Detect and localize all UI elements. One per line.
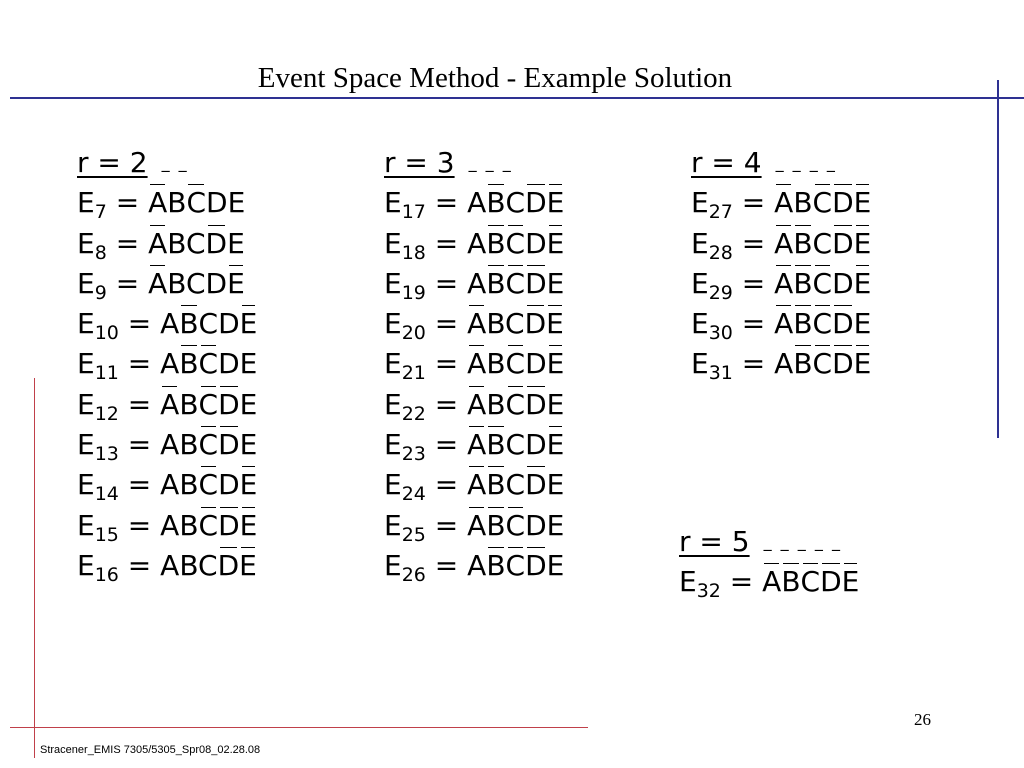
- column-r2: [77, 143, 257, 586]
- event-outcome: [467, 468, 564, 501]
- outcome-letter: C: [506, 385, 526, 425]
- outcome-letter: D: [525, 264, 547, 304]
- outcome-letter: C: [506, 546, 526, 586]
- event-subscript: 26: [401, 563, 426, 586]
- event-label: E: [77, 468, 95, 502]
- event-row: $E_{29}$ = ABCDE: [691, 264, 871, 304]
- outcome-letter: A: [467, 465, 486, 505]
- outcome-letter: C: [506, 264, 526, 304]
- event-row: $E_{31}$ = ABCDE: [691, 344, 871, 384]
- event-subscript: 13: [94, 443, 119, 466]
- outcome-letter: A: [467, 226, 487, 260]
- outcome-letter: A: [467, 304, 486, 344]
- outcome-letter: B: [793, 224, 812, 264]
- event-subscript: 15: [94, 523, 119, 546]
- event-label: E: [691, 226, 709, 260]
- event-subscript: 24: [401, 483, 426, 506]
- outcome-letter: C: [506, 344, 526, 384]
- outcome-letter: D: [205, 266, 228, 300]
- event-outcome: [160, 347, 257, 380]
- outcome-letter: E: [227, 226, 245, 260]
- event-label: E: [384, 307, 402, 341]
- event-subscript: 17: [401, 201, 426, 224]
- event-subscript: 22: [401, 402, 426, 425]
- outcome-letter: B: [167, 266, 186, 300]
- event-row: $E_{26}$ = ABCDE: [384, 546, 564, 586]
- outcome-letter: D: [218, 385, 240, 425]
- outcome-letter: D: [218, 546, 240, 586]
- outcome-letter: E: [239, 347, 258, 381]
- event-subscript: 23: [401, 443, 426, 466]
- outcome-letter: C: [813, 344, 833, 384]
- event-outcome: [160, 428, 257, 461]
- outcome-letter: E: [547, 183, 565, 223]
- event-label: E: [77, 186, 95, 220]
- outcome-letter: B: [486, 347, 506, 381]
- outcome-letter: B: [486, 387, 506, 421]
- event-label: E: [384, 347, 402, 381]
- event-row: $E_{30}$ = ABCDE: [691, 304, 871, 344]
- outcome-letter: E: [227, 264, 245, 304]
- header-complement-bars: _ _ _: [468, 153, 513, 172]
- left-divider: [34, 378, 35, 758]
- outcome-letter: A: [467, 506, 486, 546]
- outcome-letter: B: [167, 226, 186, 260]
- outcome-letter: A: [774, 183, 793, 223]
- outcome-letter: C: [505, 307, 525, 341]
- event-outcome: [160, 549, 257, 582]
- outcome-letter: A: [148, 264, 167, 304]
- outcome-letter: D: [525, 385, 547, 425]
- outcome-letter: B: [781, 562, 800, 602]
- event-label: E: [691, 186, 709, 220]
- outcome-letter: E: [546, 266, 565, 300]
- outcome-letter: E: [239, 387, 258, 421]
- outcome-letter: C: [801, 562, 821, 602]
- event-row: $E_7$ = ABCDE: [77, 183, 257, 223]
- outcome-letter: C: [199, 506, 219, 546]
- event-subscript: 16: [94, 563, 119, 586]
- outcome-letter: B: [179, 428, 199, 462]
- event-subscript: 11: [94, 362, 119, 385]
- outcome-letter: C: [199, 465, 219, 505]
- column-header-label: r = 3: [384, 146, 455, 179]
- event-outcome: [762, 565, 859, 598]
- outcome-letter: A: [774, 304, 793, 344]
- outcome-letter: B: [179, 344, 198, 384]
- event-row: $E_{22}$ = ABCDE: [384, 385, 564, 425]
- event-label: E: [77, 347, 95, 381]
- outcome-letter: C: [813, 304, 833, 344]
- event-outcome: [467, 549, 564, 582]
- outcome-letter: E: [546, 508, 565, 542]
- outcome-letter: B: [486, 307, 506, 341]
- event-row: $E_{16}$ = ABCDE: [77, 546, 257, 586]
- event-outcome: [148, 186, 245, 219]
- event-subscript: 31: [708, 362, 733, 385]
- outcome-letter: E: [854, 344, 872, 384]
- outcome-letter: C: [198, 548, 218, 582]
- outcome-letter: B: [486, 425, 505, 465]
- event-label: E: [691, 266, 709, 300]
- column-header-label: r = 2: [77, 146, 148, 179]
- outcome-letter: D: [525, 347, 547, 381]
- outcome-letter: E: [854, 264, 872, 304]
- event-subscript: 27: [708, 201, 733, 224]
- outcome-letter: B: [179, 548, 199, 582]
- event-subscript: 28: [708, 241, 733, 264]
- outcome-letter: B: [793, 186, 813, 220]
- outcome-letter: C: [505, 428, 526, 462]
- event-subscript: 32: [696, 580, 721, 603]
- outcome-letter: A: [160, 428, 180, 462]
- outcome-letter: E: [546, 548, 565, 582]
- bottom-divider: [10, 727, 588, 728]
- outcome-letter: D: [832, 344, 854, 384]
- outcome-letter: B: [179, 468, 199, 502]
- event-label: E: [384, 428, 402, 462]
- event-row: $E_{11}$ = ABCDE: [77, 344, 257, 384]
- right-divider: [997, 80, 999, 438]
- column-header-label: r = 5: [679, 525, 750, 558]
- outcome-letter: C: [186, 183, 206, 223]
- column-header: [679, 522, 859, 562]
- column-header-label: r = 4: [691, 146, 762, 179]
- outcome-letter: A: [160, 307, 180, 341]
- outcome-letter: D: [218, 307, 240, 341]
- outcome-letter: C: [199, 385, 219, 425]
- event-row: $E_{15}$ = ABCDE: [77, 506, 257, 546]
- event-subscript: 18: [401, 241, 426, 264]
- outcome-letter: B: [486, 546, 505, 586]
- outcome-letter: C: [506, 506, 526, 546]
- event-label: E: [691, 347, 709, 381]
- event-label: E: [77, 266, 95, 300]
- event-label: E: [77, 508, 95, 542]
- event-label: E: [384, 468, 402, 502]
- outcome-letter: A: [160, 347, 180, 381]
- outcome-letter: B: [486, 264, 505, 304]
- outcome-letter: A: [160, 508, 180, 542]
- outcome-letter: E: [547, 425, 565, 465]
- outcome-letter: E: [546, 304, 564, 344]
- event-row: $E_{20}$ = ABCDE: [384, 304, 564, 344]
- event-subscript: 25: [401, 523, 426, 546]
- event-outcome: [148, 267, 245, 300]
- outcome-letter: B: [179, 387, 199, 421]
- outcome-letter: C: [185, 266, 206, 300]
- outcome-letter: A: [467, 385, 486, 425]
- event-row: $E_{23}$ = ABCDE: [384, 425, 564, 465]
- outcome-letter: A: [160, 468, 180, 502]
- event-row: $E_{18}$ = ABCDE: [384, 224, 564, 264]
- outcome-letter: B: [179, 508, 199, 542]
- outcome-letter: E: [240, 465, 258, 505]
- slide-title: Event Space Method - Example Solution: [257, 62, 733, 94]
- outcome-letter: B: [793, 344, 812, 384]
- event-outcome: [148, 227, 245, 260]
- event-outcome: [467, 307, 564, 340]
- event-label: E: [384, 226, 402, 260]
- outcome-letter: D: [525, 183, 547, 223]
- outcome-letter: B: [486, 506, 505, 546]
- outcome-letter: C: [813, 183, 833, 223]
- outcome-letter: D: [206, 186, 228, 220]
- outcome-letter: E: [854, 183, 872, 223]
- outcome-letter: D: [820, 562, 842, 602]
- footer-text: Stracener_EMIS 7305/5305_Spr08_02.28.08: [40, 744, 261, 756]
- outcome-letter: A: [774, 347, 794, 381]
- event-subscript: 30: [708, 322, 733, 345]
- event-label: E: [77, 226, 95, 260]
- event-subscript: 20: [401, 322, 426, 345]
- outcome-letter: E: [240, 506, 258, 546]
- event-row: $E_{32}$ = ABCDE: [679, 562, 859, 602]
- outcome-letter: A: [160, 548, 180, 582]
- outcome-letter: E: [239, 428, 258, 462]
- event-row: $E_{24}$ = ABCDE: [384, 465, 564, 505]
- outcome-letter: D: [832, 224, 854, 264]
- outcome-letter: E: [240, 304, 258, 344]
- outcome-letter: C: [199, 344, 219, 384]
- outcome-letter: D: [832, 304, 854, 344]
- outcome-letter: D: [525, 508, 547, 542]
- event-row: $E_9$ = ABCDE: [77, 264, 257, 304]
- event-outcome: [467, 347, 564, 380]
- outcome-letter: A: [467, 425, 486, 465]
- event-label: E: [679, 565, 697, 599]
- outcome-letter: B: [793, 304, 812, 344]
- outcome-letter: E: [853, 307, 872, 341]
- page-number: 26: [914, 710, 931, 729]
- event-outcome: [467, 428, 564, 461]
- event-label: E: [384, 387, 402, 421]
- event-row: $E_{10}$ = ABCDE: [77, 304, 257, 344]
- outcome-letter: E: [547, 224, 565, 264]
- event-subscript: 7: [94, 201, 107, 224]
- outcome-letter: D: [218, 425, 240, 465]
- event-label: E: [77, 387, 95, 421]
- outcome-letter: D: [832, 183, 854, 223]
- event-outcome: [160, 307, 257, 340]
- outcome-letter: A: [467, 344, 486, 384]
- outcome-letter: A: [774, 264, 793, 304]
- outcome-letter: E: [239, 546, 257, 586]
- event-label: E: [384, 266, 402, 300]
- event-row: $E_{27}$ = ABCDE: [691, 183, 871, 223]
- event-row: $E_{14}$ = ABCDE: [77, 465, 257, 505]
- outcome-letter: A: [148, 183, 167, 223]
- outcome-letter: C: [185, 226, 206, 260]
- column-header: [691, 143, 871, 183]
- outcome-letter: E: [227, 186, 246, 220]
- outcome-letter: A: [467, 186, 487, 220]
- event-subscript: 9: [94, 281, 107, 304]
- column-header: [77, 143, 257, 183]
- event-outcome: [160, 468, 257, 501]
- outcome-letter: E: [854, 224, 872, 264]
- event-outcome: [160, 388, 257, 421]
- event-outcome: [774, 227, 871, 260]
- outcome-letter: A: [160, 385, 179, 425]
- top-divider: [10, 97, 1024, 99]
- event-outcome: [774, 307, 871, 340]
- event-outcome: [160, 509, 257, 542]
- outcome-letter: E: [547, 344, 565, 384]
- outcome-letter: D: [218, 468, 240, 502]
- outcome-letter: D: [206, 224, 228, 264]
- outcome-letter: C: [198, 307, 219, 341]
- event-outcome: [774, 267, 871, 300]
- outcome-letter: E: [546, 468, 565, 502]
- outcome-letter: D: [218, 506, 240, 546]
- outcome-letter: D: [525, 546, 547, 586]
- event-row: $E_{28}$ = ABCDE: [691, 224, 871, 264]
- outcome-letter: B: [486, 224, 505, 264]
- outcome-letter: D: [832, 266, 854, 300]
- outcome-letter: A: [467, 266, 487, 300]
- outcome-letter: D: [525, 226, 547, 260]
- event-outcome: [467, 388, 564, 421]
- event-row: $E_{17}$ = ABCDE: [384, 183, 564, 223]
- event-outcome: [467, 186, 564, 219]
- outcome-letter: B: [793, 264, 812, 304]
- header-complement-bars: _ _ _ _ _: [763, 532, 842, 551]
- event-outcome: [467, 227, 564, 260]
- column-r4: [691, 143, 871, 385]
- outcome-letter: D: [525, 465, 547, 505]
- column-r3: [384, 143, 564, 586]
- event-subscript: 21: [401, 362, 426, 385]
- outcome-letter: C: [813, 264, 833, 304]
- outcome-letter: E: [842, 562, 860, 602]
- event-row: $E_8$ = ABCDE: [77, 224, 257, 264]
- event-outcome: [467, 509, 564, 542]
- event-label: E: [691, 307, 709, 341]
- outcome-letter: D: [218, 347, 240, 381]
- event-row: $E_{25}$ = ABCDE: [384, 506, 564, 546]
- outcome-letter: B: [179, 304, 198, 344]
- outcome-letter: D: [525, 428, 547, 462]
- event-outcome: [774, 186, 871, 219]
- event-row: $E_{21}$ = ABCDE: [384, 344, 564, 384]
- outcome-letter: B: [167, 186, 187, 220]
- outcome-letter: C: [812, 226, 833, 260]
- outcome-letter: D: [525, 304, 547, 344]
- column-header: [384, 143, 564, 183]
- event-row: $E_{13}$ = ABCDE: [77, 425, 257, 465]
- outcome-letter: E: [546, 387, 565, 421]
- header-complement-bars: _ _: [161, 153, 189, 172]
- outcome-letter: C: [505, 186, 526, 220]
- column-r5: [679, 522, 859, 603]
- event-label: E: [77, 548, 95, 582]
- event-label: E: [384, 548, 402, 582]
- event-label: E: [384, 508, 402, 542]
- outcome-letter: A: [148, 224, 167, 264]
- event-label: E: [77, 307, 95, 341]
- event-subscript: 29: [708, 281, 733, 304]
- event-label: E: [384, 186, 402, 220]
- event-label: E: [77, 428, 95, 462]
- outcome-letter: C: [506, 224, 526, 264]
- event-outcome: [467, 267, 564, 300]
- event-row: $E_{12}$ = ABCDE: [77, 385, 257, 425]
- event-subscript: 8: [94, 241, 107, 264]
- event-subscript: 10: [94, 322, 119, 345]
- outcome-letter: A: [467, 548, 487, 582]
- outcome-letter: C: [505, 468, 526, 502]
- outcome-letter: B: [486, 183, 505, 223]
- header-complement-bars: _ _ _ _: [775, 153, 837, 172]
- event-outcome: [774, 347, 871, 380]
- event-subscript: 14: [94, 483, 119, 506]
- event-subscript: 19: [401, 281, 426, 304]
- outcome-letter: A: [774, 224, 793, 264]
- outcome-letter: A: [762, 562, 781, 602]
- outcome-letter: C: [199, 425, 219, 465]
- event-row: $E_{19}$ = ABCDE: [384, 264, 564, 304]
- event-subscript: 12: [94, 402, 119, 425]
- outcome-letter: B: [486, 465, 505, 505]
